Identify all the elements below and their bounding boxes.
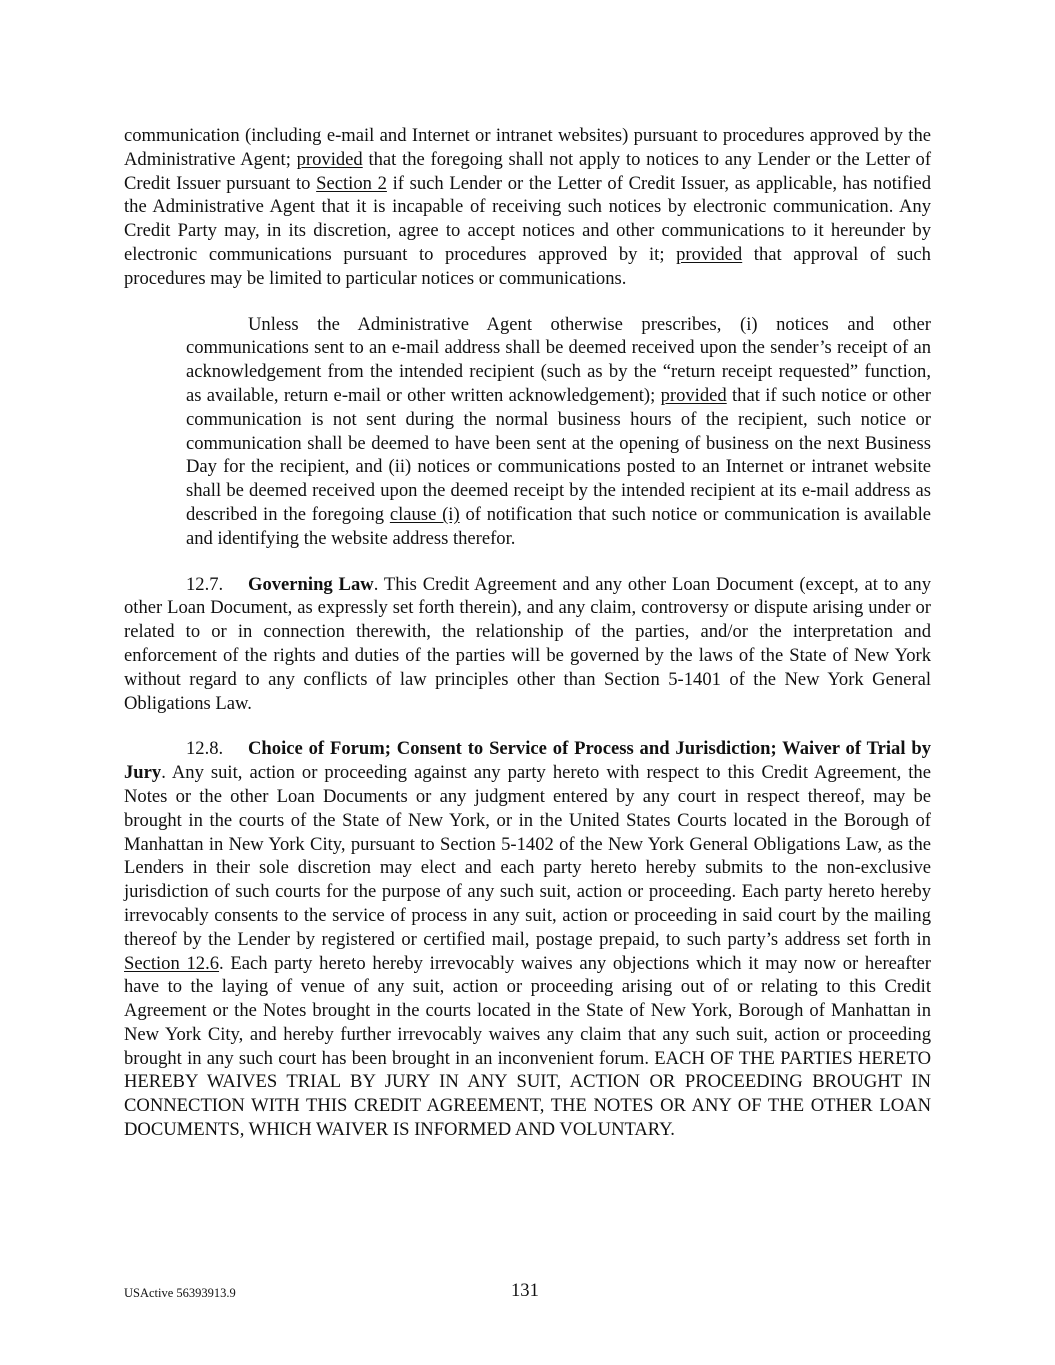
text-run: communication (including e-mail and Internet or intranet websites) pursuant to procedures approved by the Administrative Agent; xyxy=(124,125,931,170)
section-2-reference: Section 2 xyxy=(316,172,387,194)
text-run: that the foregoing shall not apply to notices to any Lender or the Letter of Credit Issuer pursuant to xyxy=(124,148,932,194)
provided-term: provided xyxy=(660,384,727,406)
section-heading: Choice of Forum; Consent to Service of Process and Jurisdiction; Waiver of Trial by Jury xyxy=(124,738,931,784)
section-body: . This Credit Agreement and any other Loan Document (except, at to any other Loan Document, as expressly set forth therein), and any claim, controversy or dispute arising under or related to or in connection therewith, the relationship of the parties, and/or the interpretation and enforcement of the rights and duties of the parties will be governed by the laws of the State of New York without regard to any conflicts of law principles other than Section 5-1401 of the New York General Obligations Law. xyxy=(124,573,931,714)
paragraph-email-receipt xyxy=(186,313,931,551)
text-run: that if such notice or other communication is not sent during the normal business hours of the recipient, such notice or communication shall be deemed to have been sent at the opening of business on the next Business Day for the recipient, and (ii) notices or communications posted to an Internet or intranet website shall be deemed received upon the deemed receipt by the intended recipient at its e-mail address as described in the foregoing xyxy=(186,384,931,525)
text-run: that approval of such procedures may be limited to particular notices or communications. xyxy=(124,243,931,289)
section-heading: Governing Law xyxy=(248,573,374,595)
document-body xyxy=(124,124,931,1142)
section-number: 12.8. xyxy=(186,738,224,760)
section-body: . Any suit, action or proceeding against any party hereto with respect to this Credit Agreement, the Notes or the other Loan Documents or any judgment entered by any court in respect thereof, may be brought in the courts of the State of New York, or in the United States Courts located in the Borough of Manhattan in New York City, pursuant to Section 5-1402 of the New York General Obligations Law, as the Lenders in their sole discretion may elect and each party hereto hereby submits to the non-exclusive jurisdiction of such courts for the purpose of any such suit, action or proceeding. Each party hereto hereby irrevocably consents to the service of process in any suit, action or proceeding in said court by the mailing thereof by the Lender by registered or certified mail, postage prepaid, to such party’s address set forth in xyxy=(124,762,931,950)
provided-term: provided xyxy=(676,243,743,265)
provided-term: provided xyxy=(296,148,363,170)
text-run: Unless the Administrative Agent otherwise prescribes, (i) notices and other communications sent to an e-mail address shall be deemed received upon the sender’s receipt of an acknowledgement from the intended recipient (such as by the “return receipt requested” function, as available, return e-mail or other written acknowledgement); xyxy=(186,313,931,406)
text-run: if such Lender or the Letter of Credit Issuer, as applicable, has notified the Administrative Agent that it is incapable of receiving such notices by electronic communication. Any Credit Party may, in its discretion, agree to accept notices and other communications to it hereunder by electronic communications pursuant to procedures approved by it; xyxy=(124,172,931,265)
document-id: USActive 56393913.9 xyxy=(124,1286,236,1300)
page-number: 131 xyxy=(511,1280,539,1301)
section-number: 12.7. xyxy=(186,573,224,595)
clause-i-reference: clause (i) xyxy=(389,503,460,525)
section-body: . Each party hereto hereby irrevocably waives any objections which it may now or hereafter have to the laying of venue of any suit, action or proceeding arising out of or relating to this Credit Agreement or the Notes brought in the courts located in the State of New York, Borough of Manhattan in New York City, and hereby further irrevocably waives any claim that any such suit, action or proceeding brought in any such court has been brought in an inconvenient forum. EACH OF THE PARTIES HERETO HEREBY WAIVES TRIAL BY JURY IN ANY SUIT, ACTION OR PROCEEDING BROUGHT IN CONNECTION WITH THIS CREDIT AGREEMENT, THE NOTES OR ANY OF THE OTHER LOAN DOCUMENTS, WHICH WAIVER IS INFORMED AND VOLUNTARY. xyxy=(124,952,931,1141)
section-12-8 xyxy=(124,737,931,1142)
section-12-6-reference: Section 12.6 xyxy=(124,952,220,974)
text-run: of notification that such notice or communication is available and identifying the website address therefor. xyxy=(186,503,931,549)
paragraph-electronic-communications xyxy=(124,124,931,291)
section-12-7 xyxy=(124,573,931,716)
